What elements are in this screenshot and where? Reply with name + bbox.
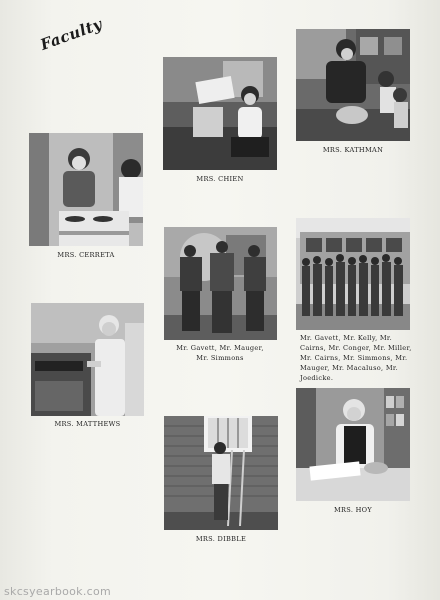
caption-dibble: MRS. DIBBLE: [195, 535, 247, 543]
caption-hoy: MRS. HOY: [333, 506, 373, 514]
photo-cerreta: [29, 133, 143, 246]
caption-custodians: Mr. Gavett, Mr. Mauger, Mr. Simmons: [176, 344, 264, 362]
photo-bus-drivers: [296, 218, 410, 330]
page-heading: Faculty: [38, 14, 105, 54]
photo-chien: [163, 57, 277, 170]
photo-dibble: [164, 416, 278, 530]
caption-kathman: MRS. KATHMAN: [322, 146, 384, 154]
caption-matthews: MRS. MATTHEWS: [54, 420, 121, 428]
caption-chien: MRS. CHIEN: [196, 175, 244, 183]
caption-cerreta: MRS. CERRETA: [57, 251, 115, 259]
caption-bus-drivers: Mr. Gavett, Mr. Kelly, Mr. Cairns, Mr. Conger, Mr. Miller, Mr. Cairns, Mr. Simmons, Mr. Mauger, Mr. Macaluso, Mr. Joedicke.: [300, 334, 412, 382]
photo-matthews: [31, 303, 144, 416]
watermark: skcsyearbook.com: [4, 585, 112, 598]
photo-kathman: [296, 29, 410, 141]
photo-custodians: [164, 227, 277, 340]
photo-hoy: [296, 388, 410, 501]
